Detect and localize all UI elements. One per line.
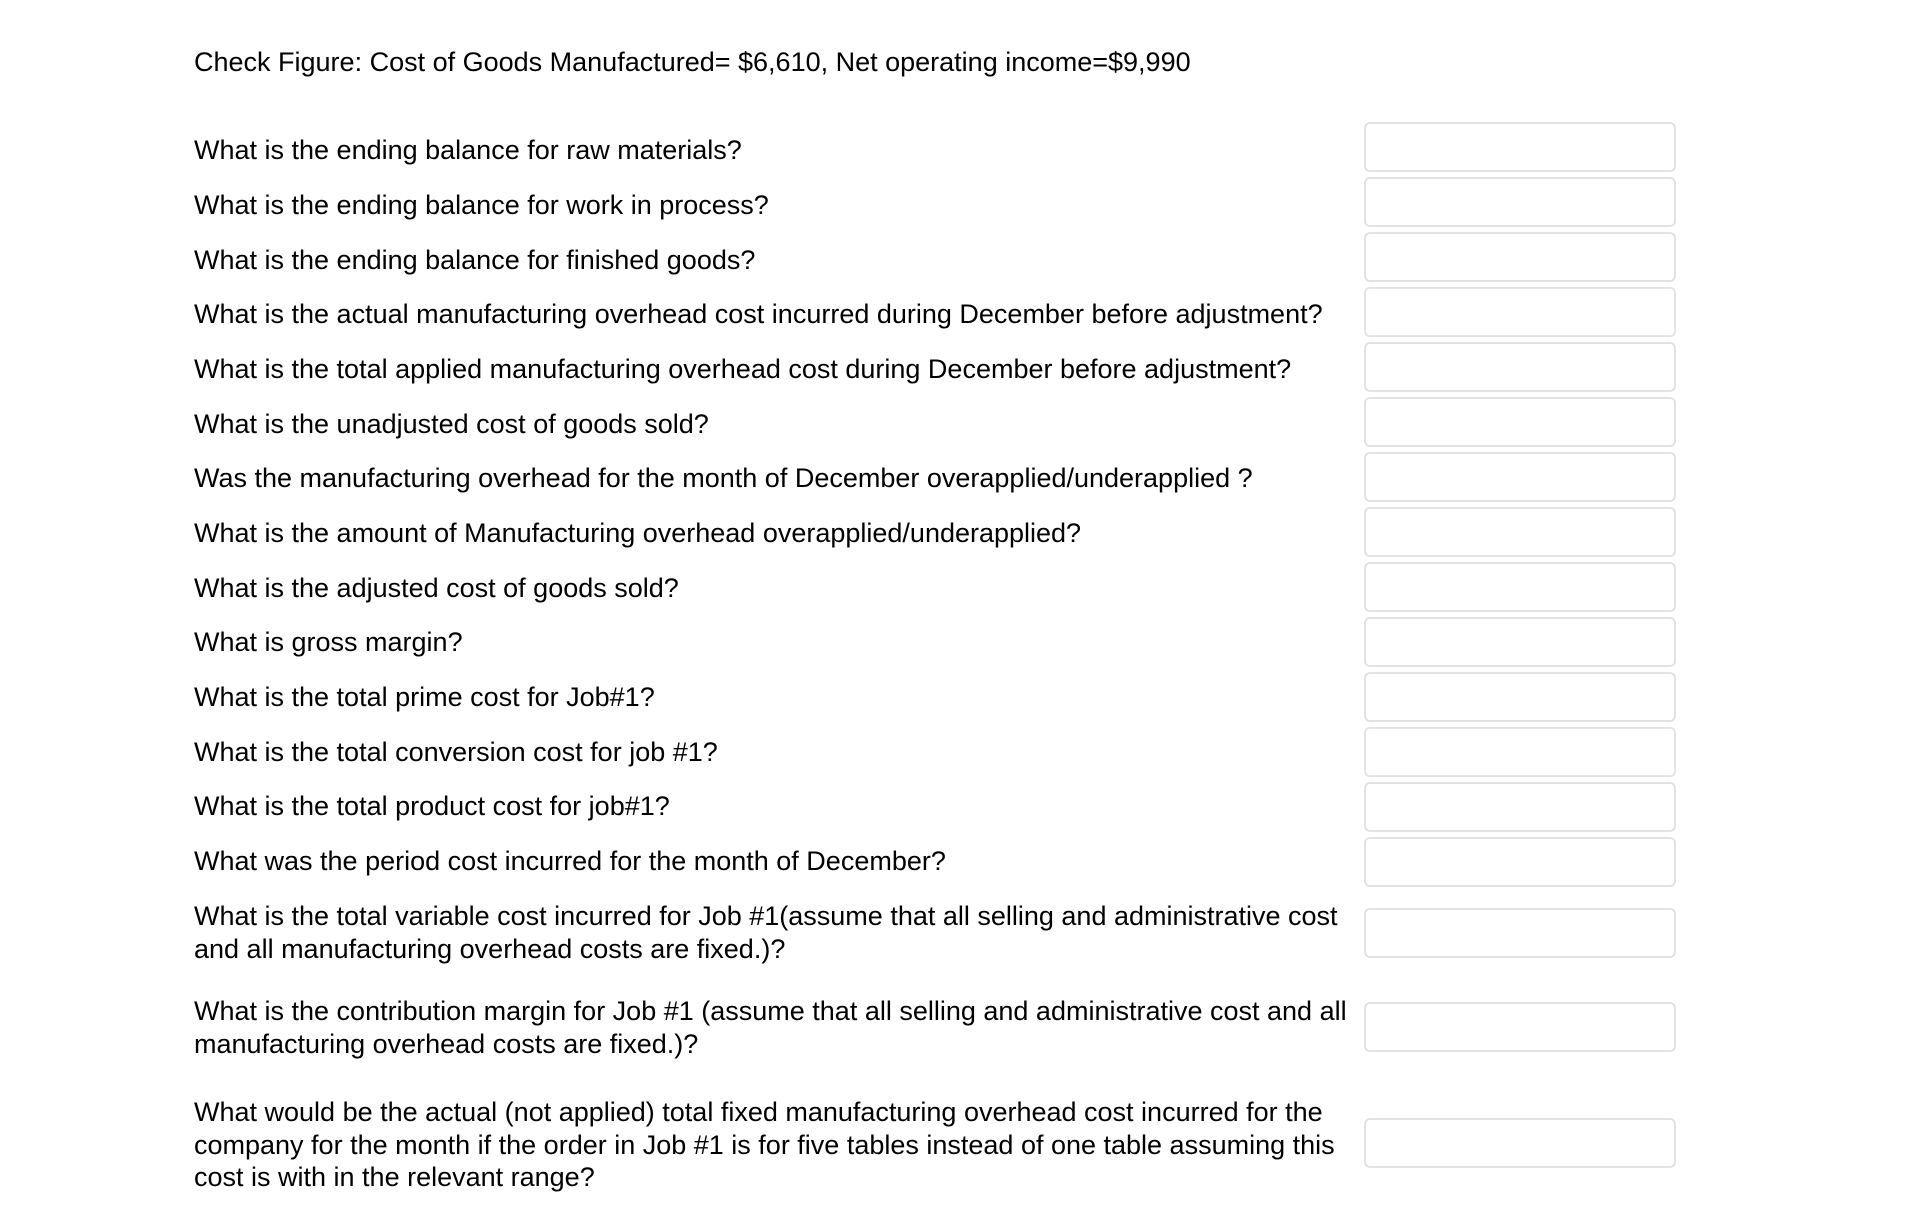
question-text: What is gross margin? xyxy=(194,627,463,657)
question-text: Was the manufacturing overhead for the month of December overapplied/underapplied ? xyxy=(194,463,1253,493)
answer-input-6[interactable] xyxy=(1364,397,1676,447)
question-text: What is the total applied manufacturing overhead cost during December before adjustment? xyxy=(194,354,1292,384)
answer-input-5[interactable] xyxy=(1364,342,1676,392)
answer-input-3[interactable] xyxy=(1364,232,1676,282)
question-text: What was the period cost incurred for the month of December? xyxy=(194,846,946,876)
question-text: What is the actual manufacturing overhead cost incurred during December before adjustment? xyxy=(194,299,1323,329)
question-text: What is the ending balance for raw materials? xyxy=(194,135,742,165)
answer-input-15[interactable] xyxy=(1364,908,1676,958)
question-text: What is the total prime cost for Job#1? xyxy=(194,682,655,712)
question-text: What is the total product cost for job#1? xyxy=(194,791,670,821)
answer-input-16[interactable] xyxy=(1364,1002,1676,1052)
answer-input-9[interactable] xyxy=(1364,562,1676,612)
answer-input-1[interactable] xyxy=(1364,122,1676,172)
answer-input-10[interactable] xyxy=(1364,617,1676,667)
check-figure-text: Check Figure: Cost of Goods Manufactured= $6,610, Net operating income=$9,990 xyxy=(194,47,1191,77)
question-text: What is the unadjusted cost of goods sold? xyxy=(194,409,709,439)
question-text: What would be the actual (not applied) total fixed manufacturing overhead cost incurred for the company for the month if the order in Job #1 is for five tables instead of one table assuming this cost is with in the relevant range? xyxy=(194,1097,1335,1192)
question-text: What is the adjusted cost of goods sold? xyxy=(194,573,679,603)
answer-input-17[interactable] xyxy=(1364,1118,1676,1168)
question-text: What is the contribution margin for Job #1 (assume that all selling and administrative cost and all manufacturing overhead costs are fixed.)? xyxy=(194,996,1347,1059)
answer-input-7[interactable] xyxy=(1364,452,1676,502)
answer-input-13[interactable] xyxy=(1364,782,1676,832)
question-text: What is the ending balance for finished goods? xyxy=(194,245,756,275)
answer-input-11[interactable] xyxy=(1364,672,1676,722)
question-text: What is the total variable cost incurred for Job #1(assume that all selling and administrative cost and all manufacturing overhead costs are fixed.)? xyxy=(194,901,1338,964)
answer-input-4[interactable] xyxy=(1364,287,1676,337)
answer-input-14[interactable] xyxy=(1364,837,1676,887)
answer-input-12[interactable] xyxy=(1364,727,1676,777)
question-text: What is the total conversion cost for job #1? xyxy=(194,737,718,767)
answer-input-8[interactable] xyxy=(1364,507,1676,557)
question-text: What is the ending balance for work in process? xyxy=(194,190,769,220)
question-text: What is the amount of Manufacturing overhead overapplied/underapplied? xyxy=(194,518,1082,548)
answer-input-2[interactable] xyxy=(1364,177,1676,227)
